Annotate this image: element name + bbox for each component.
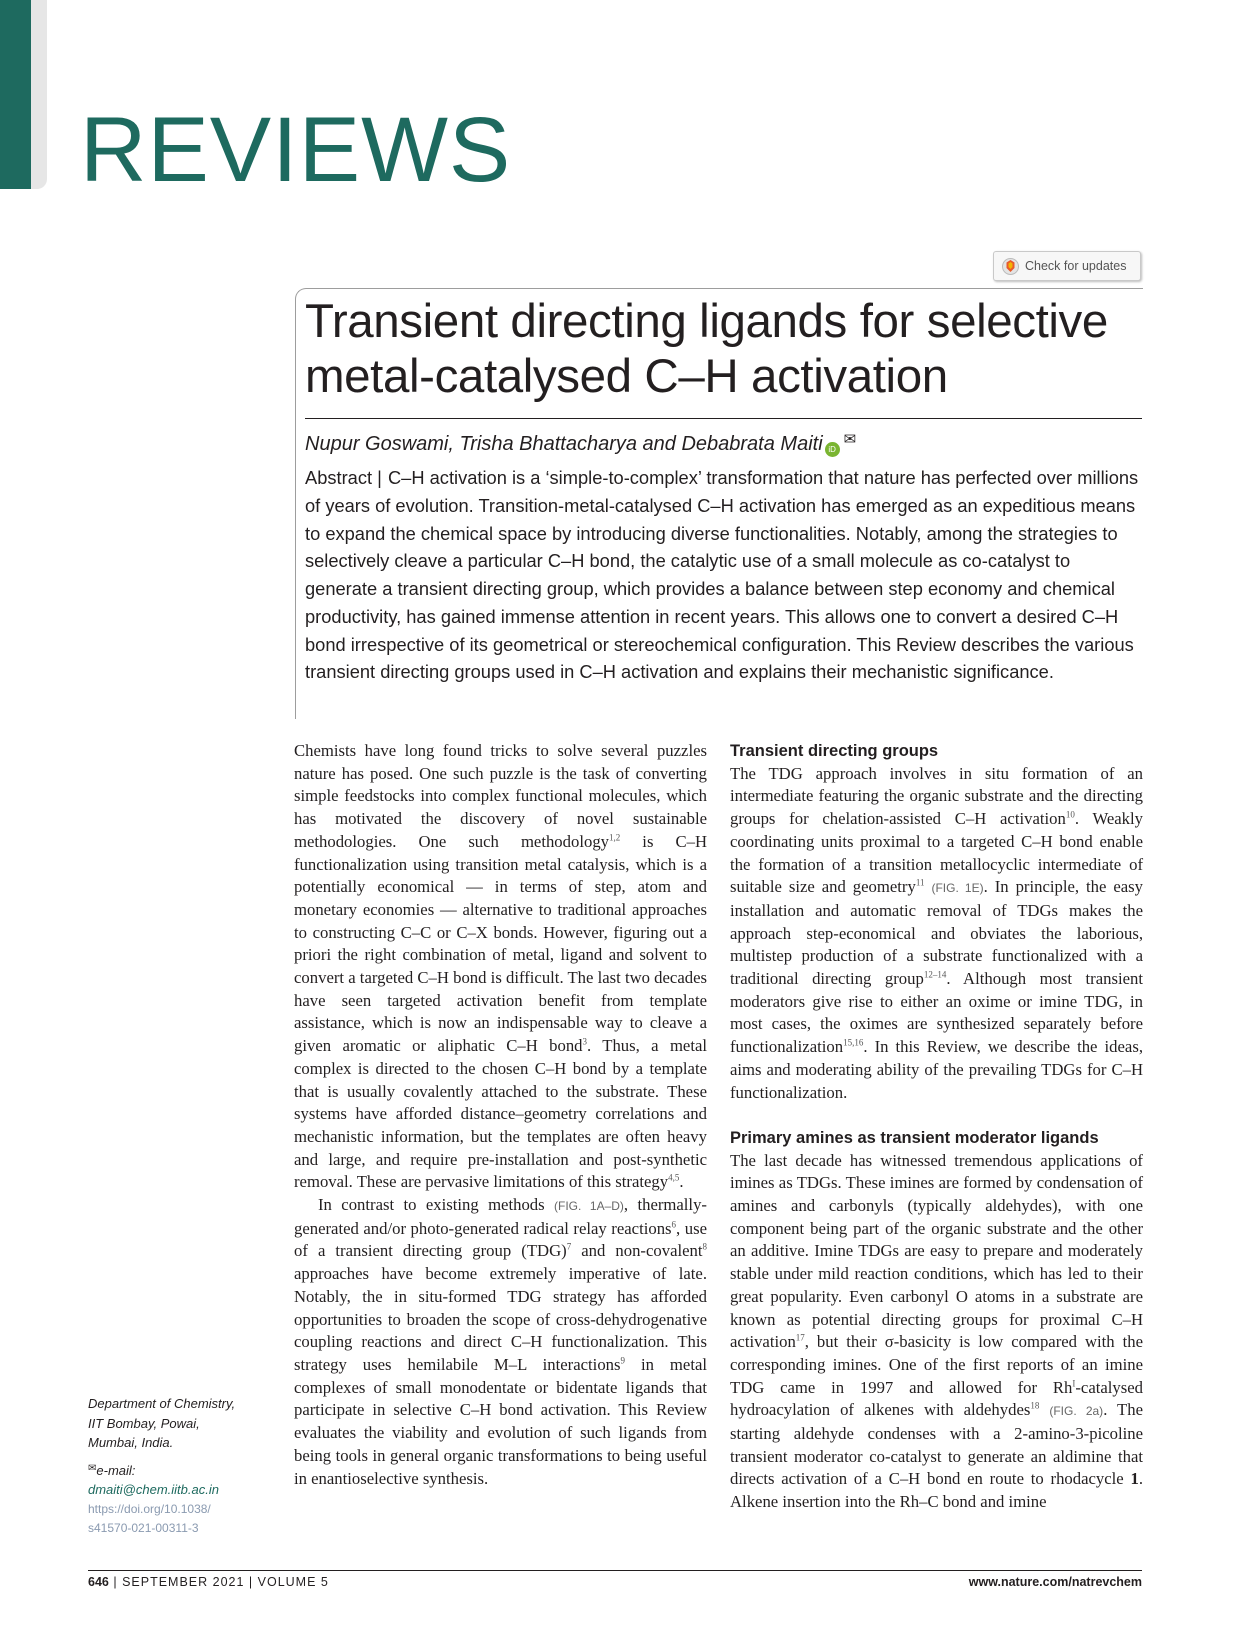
heading-primary-amines: Primary amines as transient moderator ligands — [730, 1128, 1099, 1147]
check-for-updates-badge[interactable] — [993, 251, 1141, 281]
envelope-icon: ✉ — [88, 1462, 97, 1474]
citation-ref[interactable]: 7 — [566, 1241, 572, 1252]
paragraph-primary-amines — [730, 1150, 1143, 1514]
title-rule — [305, 418, 1142, 419]
citation-ref[interactable]: 17 — [795, 1332, 805, 1343]
citation-ref[interactable]: 10 — [1065, 809, 1075, 820]
abstract-text: C–H activation is a ‘simple-to-complex’ transformation that nature has perfected over millions of years of evolution. Transition-metal-catalysed C–H activation has emerged as an expeditious means to expand the chemical space by introducing diverse functionalities. Notably, among the strategies to selectively cleave a particular C–H bond, the catalytic use of a small molecule as co-catalyst to generate a transient directing group, which provides a balance between step economy and chemical productivity, has gained immense attention in recent years. This allows one to convert a desired C–H bond irrespective of its geometrical or stereochemical configuration. This Review describes the various transient directing groups used in C–H activation and explains their mechanistic significance. — [305, 467, 1139, 683]
author-line — [305, 425, 856, 459]
check-updates-label: Check for updates — [1025, 259, 1127, 273]
article-title: Transient directing ligands for selective metal-catalysed C–H activation — [305, 295, 1108, 403]
text-run: -catalysed hydroacylation of alkenes with aldehydes — [730, 1377, 1143, 1420]
heading-transient-directing-groups: Transient directing groups — [730, 742, 939, 760]
paragraph-intro — [294, 740, 707, 1194]
doi-link-line1[interactable]: https://doi.org/10.1038/ — [88, 1501, 211, 1516]
oxidation-state-superscript: I — [1072, 1378, 1076, 1389]
paragraph-gap — [730, 1104, 1143, 1127]
body-column-right — [730, 740, 1143, 1514]
footer-issue-info — [88, 1575, 329, 1589]
check-updates-icon — [1002, 258, 1019, 275]
email-label: e-mail: — [96, 1462, 136, 1478]
footer-rule — [88, 1570, 1142, 1571]
text-run: and non-covalent — [571, 1241, 703, 1261]
text-run: . The starting aldehyde condenses with a 2-amino-3-picoline transient moderator co-catalyst to generate an aldimine that directs activation of a C–H bond en route to rhodacycle — [730, 1400, 1143, 1489]
email-envelope-icon[interactable]: ✉ — [843, 431, 857, 448]
citation-ref[interactable]: 9 — [620, 1355, 625, 1366]
text-run: . In principle, the easy installation and automatic removal of TDGs makes the approach step-economical and obviates the laborious, multistep production of a substrate functionalized with a traditional directing group — [730, 877, 1144, 989]
text-run: In contrast to existing methods — [318, 1195, 555, 1215]
orcid-icon[interactable]: iD — [825, 442, 840, 457]
section-label: REVIEWS — [80, 99, 512, 201]
authors: Nupur Goswami, Trisha Bhattacharya and Debabrata Maiti — [305, 433, 823, 455]
citation-ref[interactable]: 8 — [702, 1241, 707, 1252]
text-run: . Thus, a metal complex is directed to the chosen C–H bond by a template that is usually covalently attached to the substrate. These systems have afforded distance–geometry correlations and mechanistic information, but the templates are often heavy and large, and require pre-installation and post-synthetic removal. These are pervasive limitations of this strategy — [294, 1036, 708, 1192]
text-run: . Although most transient moderators give rise to either an oxime or imine TDG, in most cases, the oximes are synthesized separately before functionalization — [730, 969, 1143, 1057]
paragraph-contrast — [294, 1194, 707, 1490]
text-run: , thermally-generated and/or photo-generated radical relay reactions — [294, 1195, 707, 1238]
email-row — [88, 1459, 268, 1481]
text-run: . Weakly coordinating units proximal to a targeted C–H bond enable the formation of a transition metallocyclic intermediate of suitable size and geometry — [730, 809, 1143, 897]
text-run: in metal complexes of small monodentate or bidentate ligands that participate in selective C–H bond activation. This Review evaluates the viability and evolution of such ligands from being tools in general organic transformations to being useful in enantioselective synthesis. — [294, 1354, 707, 1488]
affiliation-block — [88, 1394, 268, 1539]
citation-ref[interactable]: 1,2 — [609, 832, 621, 843]
affiliation-city: Mumbai, India. — [88, 1435, 174, 1450]
page-number: 646 — [88, 1575, 109, 1589]
text-run — [1039, 1400, 1049, 1419]
doi-link-line2[interactable]: s41570-021-00311-3 — [88, 1521, 199, 1535]
text-run: . Alkene insertion into the Rh–C bond and imine — [730, 1469, 1143, 1512]
text-run: approaches have become extremely imperative of late. Notably, the in situ-formed TDG strategy has afforded opportunities to broaden the scope of cross-dehydrogenative coupling reactions and direct C–H functionalization. This strategy uses hemilabile M–L interactions — [294, 1264, 707, 1374]
section-color-bar — [0, 0, 31, 189]
paragraph-tdg — [730, 763, 1143, 1105]
citation-ref[interactable]: 11 — [915, 877, 925, 888]
figure-ref[interactable]: (FIG. 2a) — [1049, 1404, 1104, 1419]
text-run: Chemists have long found tricks to solve several puzzles nature has posed. One such puzzle is the task of converting simple feedstocks into complex functional molecules, which has motivated the discovery of novel sustainable methodologies. One such methodology — [294, 741, 707, 851]
citation-ref[interactable]: 12–14 — [923, 969, 947, 980]
footer-journal-url[interactable]: www.nature.com/natrevchem — [968, 1575, 1142, 1589]
text-run: The last decade has witnessed tremendous applications of imines as TDGs. These imines are formed by condensation of amines and carbonyls (typically aldehydes), with one component being part of the organic substrate and the other an additive. Imine TDGs are easy to prepare and moderately stable under mild reaction conditions, which has led to their great popularity. Even carbonyl O atoms in a substrate are known as potential directing groups for proximal C–H activation — [730, 1150, 1143, 1352]
citation-ref[interactable]: 6 — [671, 1219, 677, 1230]
figure-ref[interactable]: (FIG. 1A–D) — [554, 1199, 624, 1214]
text-run: , but their σ-basicity is low compared with the corresponding imines. One of the first reports of an imine TDG came in 1997 and allowed for Rh — [730, 1332, 1143, 1397]
text-run: . In this Review, we describe the ideas, aims and moderating ability of the prevailing TDGs for C–H functionalization. — [730, 1037, 1143, 1102]
text-run: is C–H functionalization using transition metal catalysis, which is a potentially economical — in terms of step, atom and monetary economies — alternative to traditional approaches to constructing C–C or C–X bonds. However, figuring out a priori the right combination of metal, ligand and solvent to convert a targeted C–H bond is difficult. The last two decades have seen targeted activation benefit from template assistance, which is now an indispensable way to cleave a given aromatic or aliphatic C–H bond — [294, 831, 708, 1056]
figure-ref[interactable]: (FIG. 1E) — [931, 881, 984, 896]
citation-ref[interactable]: 15,16 — [843, 1037, 864, 1048]
body-column-left — [294, 740, 707, 1490]
text-run: . — [679, 1172, 684, 1192]
email-link[interactable]: dmaiti@chem.iitb.ac.in — [88, 1482, 219, 1497]
compound-number: 1 — [1130, 1469, 1139, 1489]
section-color-bar-shadow — [31, 0, 47, 189]
citation-ref[interactable]: 3 — [582, 1036, 588, 1047]
affiliation-dept: Department of Chemistry, — [88, 1396, 236, 1411]
affiliation-inst: IIT Bombay, Powai, — [88, 1415, 200, 1431]
text-run: , use of a transient directing group (TDG) — [294, 1218, 707, 1261]
citation-ref[interactable]: 18 — [1030, 1400, 1040, 1411]
abstract-label: Abstract | — [305, 467, 382, 488]
text-run: The TDG approach involves in situ formation of an intermediate featuring the organic substrate and the directing groups for chelation-assisted C–H activation — [730, 763, 1143, 829]
issue-info: | SEPTEMBER 2021 | VOLUME 5 — [113, 1575, 329, 1589]
abstract — [305, 464, 1145, 686]
citation-ref[interactable]: 4,5 — [668, 1172, 680, 1183]
